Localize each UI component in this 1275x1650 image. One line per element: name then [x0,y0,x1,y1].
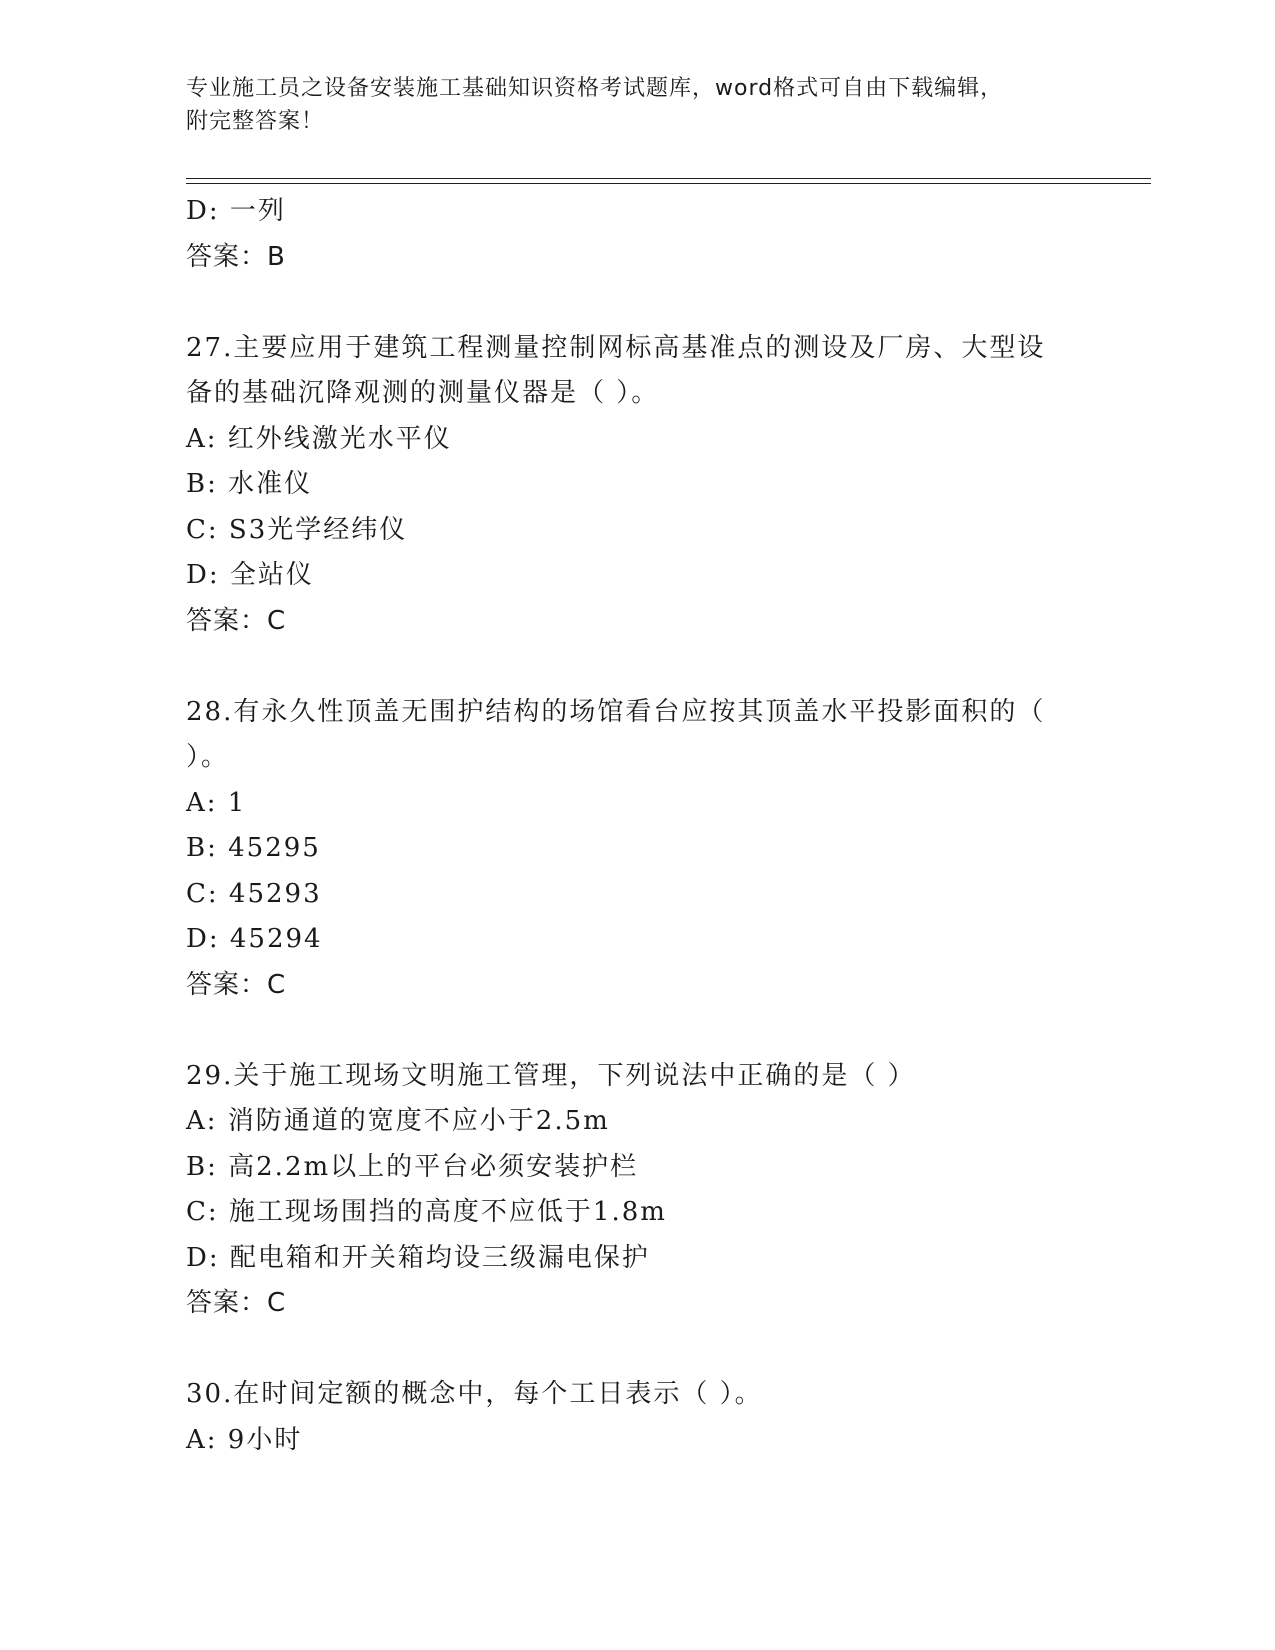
header-line-2: 附完整答案！ [186,109,325,134]
question-list [186,189,1086,1463]
question-29 [186,1054,1086,1327]
option-a: A: 1 [186,787,247,818]
spacer [186,1008,1086,1054]
previous-option-d: D: 一列 [186,196,286,226]
option-b: B: 高2.2m以上的平台必须安装护栏 [186,1151,639,1182]
spacer [186,1327,1086,1373]
option-a: A: 9小时 [186,1424,303,1455]
option-c: C: 施工现场围挡的高度不应低于1.8m [186,1197,667,1227]
option-b: B: 45295 [186,833,321,863]
option-d: D: 45294 [186,924,323,954]
header-divider-top [186,178,1151,179]
question-stem-line: ）。 [186,742,230,772]
spacer [186,280,1086,326]
question-stem-line: 28.有永久性顶盖无围护结构的场馆看台应按其顶盖水平投影面积的（ [186,696,1046,727]
question-stem-line: 29.关于施工现场文明施工管理，下列说法中正确的是（ ） [186,1060,916,1091]
question-27 [186,326,1086,645]
option-d: D: 全站仪 [186,560,314,590]
answer: 答案：C [186,1288,287,1318]
option-a: A: 消防通道的宽度不应小于2.5m [186,1106,610,1136]
question-stem-line: 30.在时间定额的概念中，每个工日表示（ ）。 [186,1379,763,1409]
question-28 [186,690,1086,1009]
question-30 [186,1372,1086,1463]
option-a: A: 红外线激光水平仪 [186,423,452,454]
question-stem-line: 27.主要应用于建筑工程测量控制网标高基准点的测设及厂房、大型设 [186,332,1046,363]
header-line-1: 专业施工员之设备安装施工基础知识资格考试题库，word格式可自由下载编辑， [186,76,1004,101]
spacer [186,644,1086,690]
option-d: D: 配电箱和开关箱均设三级漏电保护 [186,1242,650,1273]
previous-answer: 答案：B [186,241,286,272]
header-divider-bottom [186,183,1151,184]
option-c: C: 45293 [186,878,322,909]
answer: 答案：C [186,605,287,636]
answer: 答案：C [186,969,287,1000]
question-stem-line: 备的基础沉降观测的测量仪器是（ ）。 [186,378,660,408]
document-header [186,72,1066,138]
option-c: C: S3光学经纬仪 [186,514,408,545]
option-b: B: 水准仪 [186,469,313,499]
